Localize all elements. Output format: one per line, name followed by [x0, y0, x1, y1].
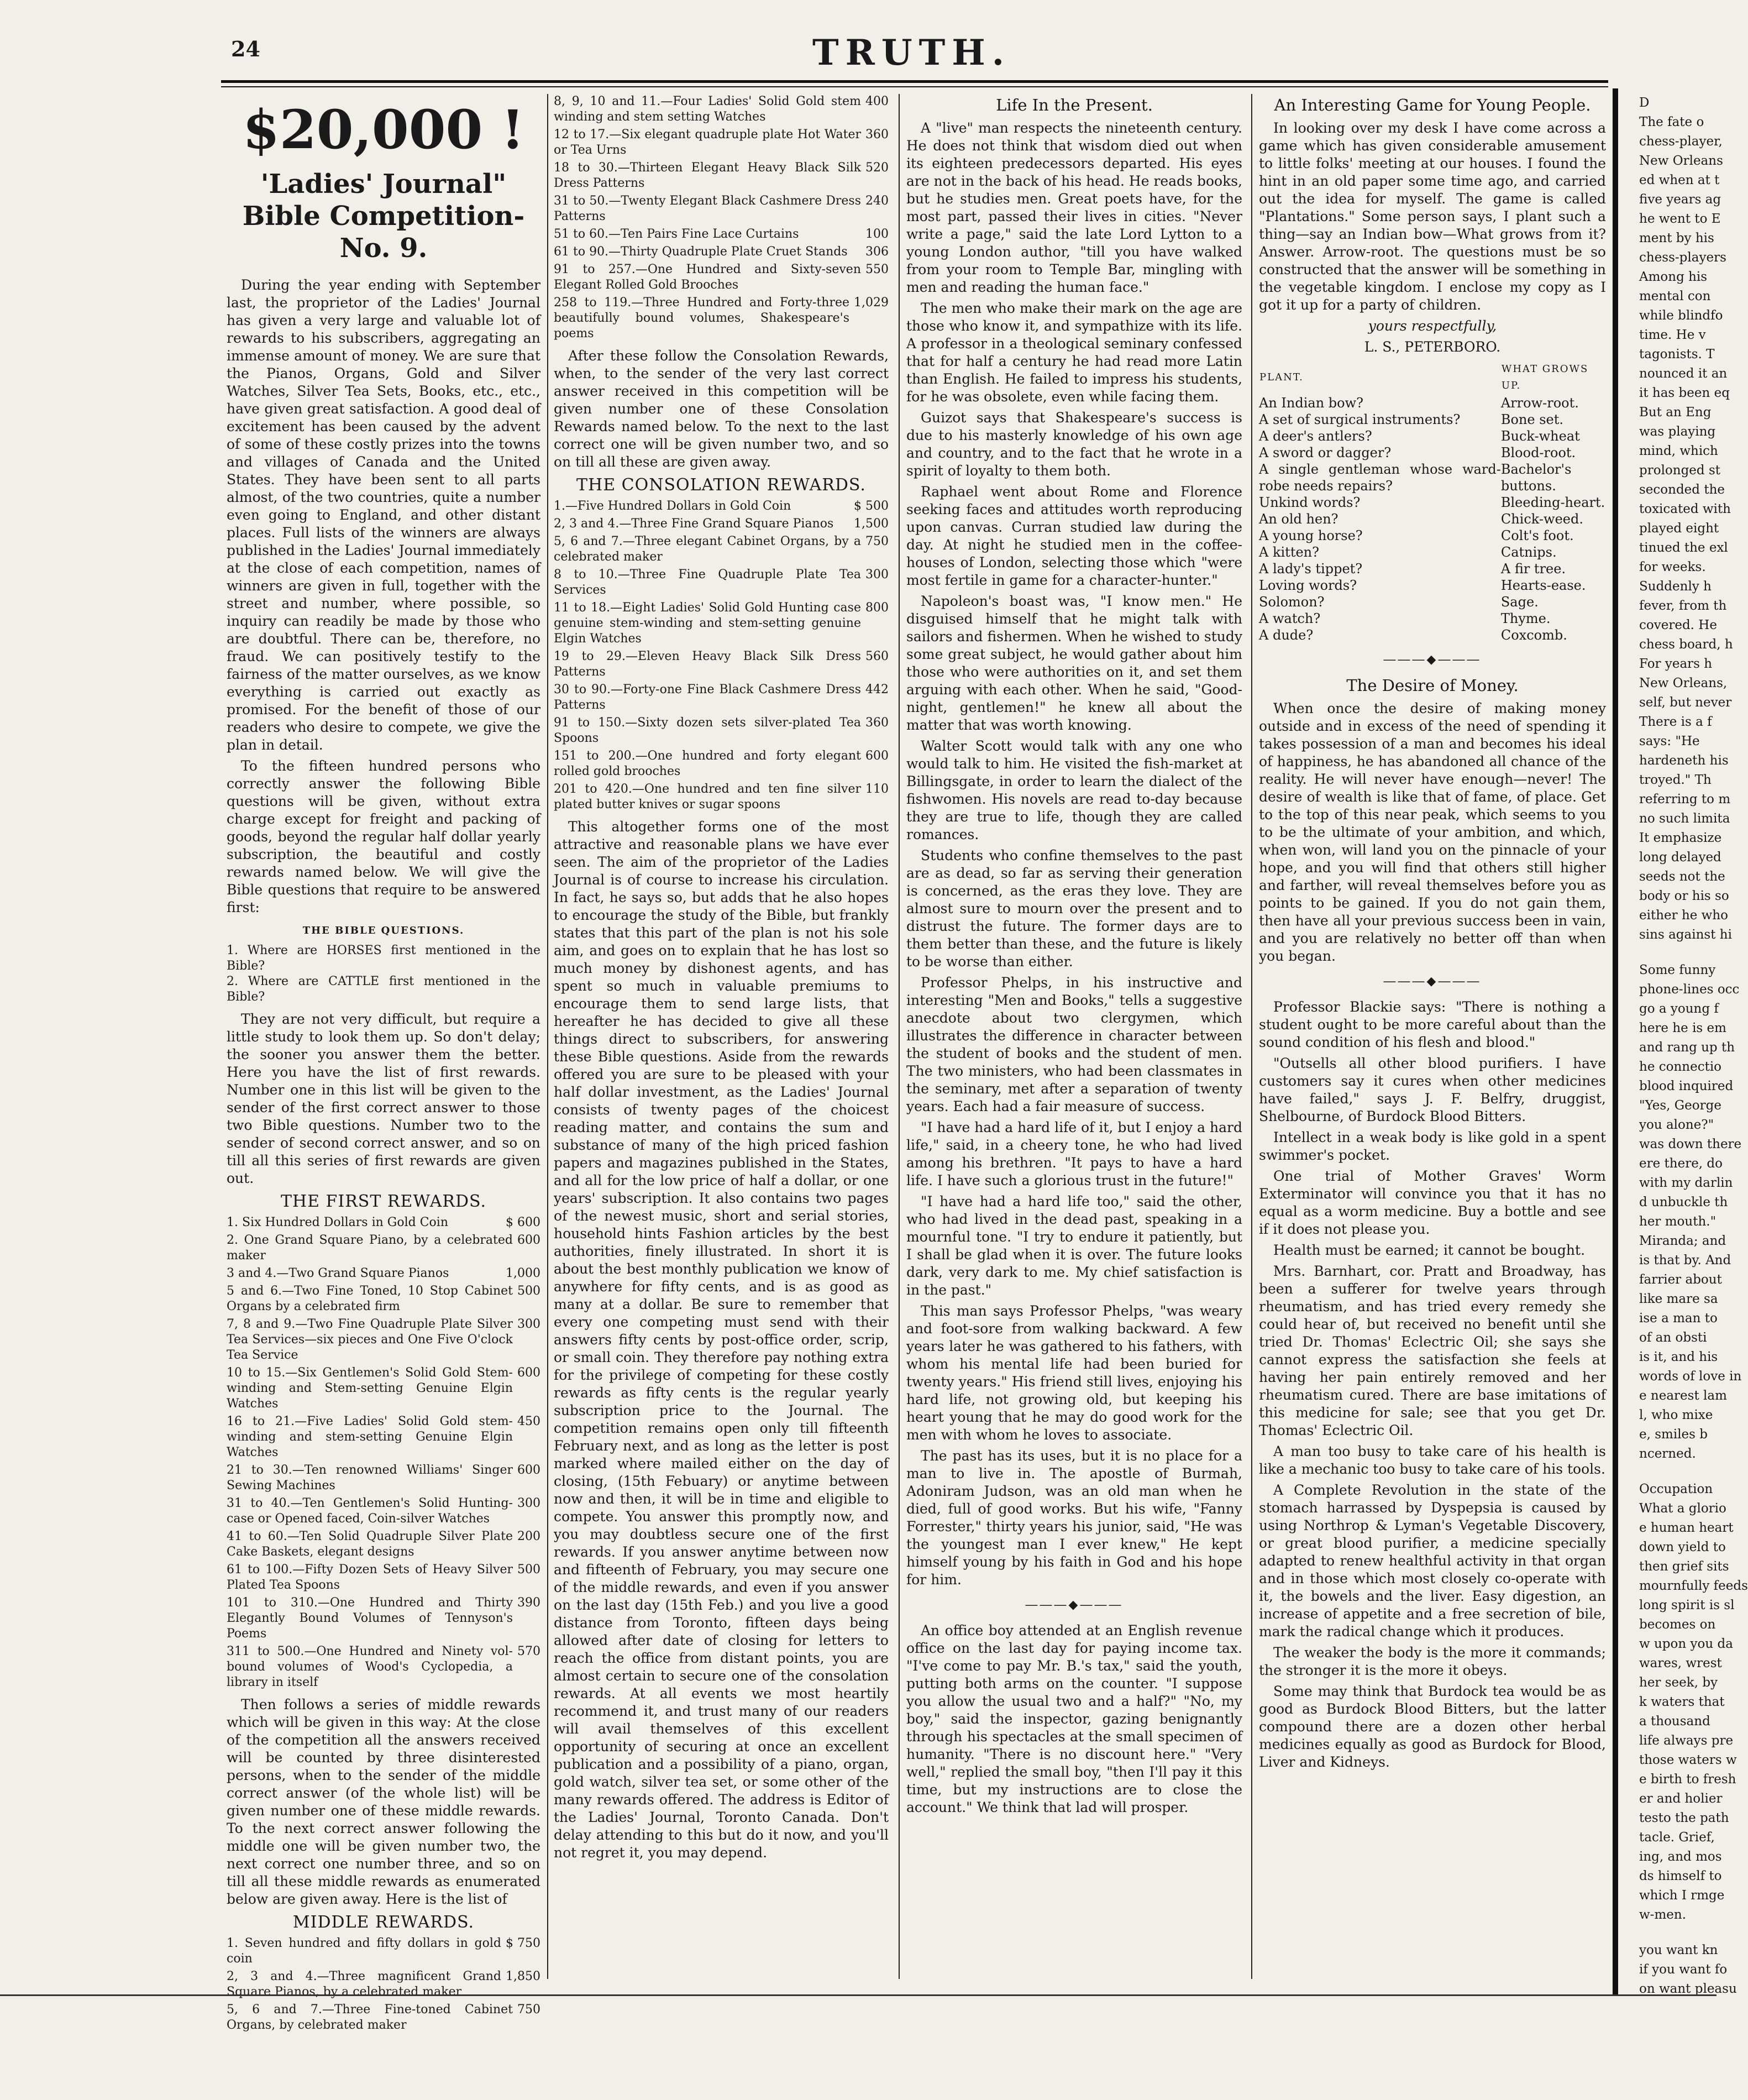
ad-paragraph: One trial of Mother Graves' Worm Exterminator will convince you that it has no equal as a worm medicine. Buy a bottle and see if it does not please you.: [1259, 1168, 1606, 1237]
reward-item: 1.—Five Hundred Dollars in Gold Coin $ 500: [554, 499, 889, 513]
section-ornament: ―――◆―――: [1383, 975, 1482, 988]
reward-item: 11 to 18.—Eight Ladies' Solid Gold Hunting case genuine stem-winding and stem-setting genuine Elgin Watches 800: [554, 601, 889, 646]
cutoff-line: with my darlin: [1639, 1176, 1733, 1190]
reward-item: 5 and 6.—Two Fine Toned, 10 Stop Cabinet Organs by a celebrated firm 500: [227, 1284, 540, 1313]
cutoff-line: it has been eq: [1639, 386, 1730, 400]
cutoff-line: For years h: [1639, 657, 1713, 671]
column-bible-competition: [227, 94, 540, 2032]
cutoff-line: chess-players: [1639, 250, 1726, 265]
reward-item: 3 and 4.—Two Grand Square Pianos 1,000: [227, 1266, 540, 1280]
cutoff-line: for weeks.: [1639, 560, 1706, 574]
table-row: A sword or dagger? Blood-root.: [1259, 445, 1576, 460]
cutoff-line: ment by his: [1639, 231, 1714, 245]
middle-rewards-continued-list: [554, 94, 889, 342]
cutoff-line: long delayed: [1639, 850, 1721, 865]
page-gutter: [1613, 88, 1618, 1996]
first-rewards-heading: THE FIRST REWARDS.: [280, 1192, 487, 1211]
cutoff-line: he went to E: [1639, 212, 1721, 226]
headline-competition: 'Ladies' Journal" Bible Competition- No. 9.: [242, 169, 525, 264]
cutoff-line: down yield to: [1639, 1540, 1726, 1554]
reward-item: 2. One Grand Square Piano, by a celebrated maker 600: [227, 1233, 540, 1263]
cutoff-line: [1625, 1464, 1716, 1479]
cutoff-line: ere there, do: [1639, 1156, 1723, 1171]
cutoff-line: time. He v: [1639, 328, 1706, 342]
column-game-and-money: [1259, 94, 1606, 1979]
table-row: A set of surgical instruments? Bone set.: [1259, 412, 1564, 427]
cutoff-line: mind, which: [1639, 444, 1718, 458]
cutoff-line: ed when at t: [1639, 173, 1720, 187]
reward-item: 8, 9, 10 and 11.—Four Ladies' Solid Gold stem winding and stem setting Watches 400: [554, 95, 889, 124]
table-row: An Indian bow? Arrow-root.: [1259, 395, 1579, 411]
article-paragraph: The past has its uses, but it is no place for a man to live in. The apostle of Burmah, Adoniram Judson, was an old man when he died, full of good works. But his wife, "Fanny Forrester," thirty years his junior, said, "He was the youngest man I ever knew," He kept himself young by his faith in God and his hope for him.: [906, 1448, 1242, 1588]
cutoff-line: life always pre: [1639, 1734, 1734, 1748]
table-row: Loving words? Hearts-ease.: [1259, 578, 1586, 593]
cutoff-line: referring to m: [1639, 792, 1731, 807]
cutoff-line: w-men.: [1639, 1908, 1687, 1922]
consolation-rewards-heading: THE CONSOLATION REWARDS.: [576, 475, 866, 495]
headline-prize: $20,000 !: [243, 98, 524, 161]
cutoff-line: Suddenly h: [1639, 579, 1712, 594]
reward-item: 2, 3 and 4.—Three magnificent Grand Square Pianos, by a celebrated maker 1,850: [227, 1970, 540, 1999]
cutoff-line: is it, and his: [1639, 1350, 1718, 1364]
reward-item: 41 to 60.—Ten Solid Quadruple Silver Plate Cake Baskets, elegant designs 200: [227, 1530, 540, 1559]
cutoff-line: e nearest lam: [1639, 1389, 1727, 1403]
cutoff-line: no such limita: [1639, 811, 1730, 826]
cutoff-line: e, smiles b: [1639, 1427, 1708, 1442]
column-divider: [547, 94, 548, 1979]
plantations-table: [1259, 360, 1606, 643]
cutoff-line: Occupation: [1639, 1482, 1713, 1496]
table-row: A lady's tippet? A fir tree.: [1259, 561, 1566, 577]
cutoff-line: troyed." Th: [1639, 773, 1712, 787]
reward-item: 61 to 100.—Fifty Dozen Sets of Heavy Silver Plated Tea Spoons 500: [227, 1563, 540, 1592]
cutoff-line: Miranda; and: [1639, 1234, 1726, 1248]
table-header: PLANT.: [1259, 371, 1304, 383]
cutoff-line: a thousand: [1639, 1714, 1710, 1729]
signoff-author: L. S., PETERBORO.: [1364, 339, 1501, 355]
table-row: Solomon? Sage.: [1259, 594, 1539, 610]
cutoff-line: on want pleasu: [1639, 1982, 1737, 1996]
reward-item: 1. Seven hundred and fifty dollars in gold coin $ 750: [227, 1936, 540, 1966]
table-row: A deer's antlers? Buck-wheat: [1259, 428, 1580, 444]
cutoff-line: and rang up th: [1639, 1040, 1735, 1055]
top-rule: [221, 80, 1608, 83]
article-paragraph: "I have had a hard life too," said the other, who had lived in the dead past, speaking in a mournful tone. "I try to endure it patiently, but I shall be glad when it is over. The future looks dark, very dark to me. My chief satisfaction is in the past.": [906, 1193, 1242, 1298]
table-row: A single gentleman whose ward-robe needs repairs? Bachelor's buttons.: [1259, 462, 1572, 494]
column-rewards-continued: [554, 94, 889, 1979]
article-paragraph: When once the desire of making money outside and in excess of the need of spending it takes possession of a man and becomes his ideal of happiness, he has abandoned all chance of the reality. He will never have enough—never! The desire of wealth is like that of fame, of place. Get to the top of this near peak, which seems to you to be the ultimate of your ambition, and which, when won, will land you on the pinnacle of your hope, and you will find that others still higher and farther, will reveal themselves before you as points to be gained. If you do not gain them, then have all your previous success been in vain, and you are relatively no better off than when you began.: [1259, 700, 1606, 964]
masthead-title: TRUTH.: [812, 32, 1011, 74]
cutoff-line: you want kn: [1639, 1943, 1718, 1957]
cutoff-line: played eight: [1639, 521, 1719, 536]
consolation-intro: After these follow the Consolation Rewards, when, to the sender of the very last correct answer received in this competition will be given number one of these Consolation Rewards named below. To the next to the last correct one will be given number two, and so on till all these are given away.: [554, 348, 889, 470]
cutoff-line: while blindfo: [1639, 308, 1723, 323]
reward-item: 5, 6 and 7.—Three Fine-toned Cabinet Organs, by celebrated maker 750: [227, 2003, 540, 2032]
table-row: A young horse? Colt's foot.: [1259, 528, 1574, 543]
reward-item: 51 to 60.—Ten Pairs Fine Lace Curtains 100: [554, 227, 889, 241]
table-row: A watch? Thyme.: [1259, 611, 1551, 626]
cutoff-line: The fate o: [1639, 115, 1704, 129]
reward-item: 21 to 30.—Ten renowned Williams' Singer Sewing Machines 600: [227, 1463, 540, 1492]
questions-heading: THE BIBLE QUESTIONS.: [302, 925, 465, 936]
article-paragraph: A "live" man respects the nineteenth century. He does not think that wisdom died out when its eighteen predecessors departed. His eyes are not in the back of his head. He reads books, but he studies men. Great poets have, for the most part, passed their lives in cities. "Never write a page," said the late Lord Lytton to a young London author, "till you have walked from your room to Temple Bar, mingling with men and reading the human face.": [906, 120, 1242, 295]
reward-item: 151 to 200.—One hundred and forty elegant rolled gold brooches 600: [554, 749, 889, 778]
cutoff-line: There is a f: [1639, 715, 1712, 729]
cutoff-line: w upon you da: [1639, 1637, 1733, 1651]
cutoff-line: covered. He: [1639, 618, 1717, 632]
cutoff-line: sins against hi: [1639, 928, 1732, 942]
reward-item: 31 to 50.—Twenty Elegant Black Cashmere Dress Patterns 240: [554, 194, 889, 223]
article-paragraph: In looking over my desk I have come across a game which has given considerable amusement to little folks' meeting at our houses. I found the hint in an old paper some time ago, and carried out the idea for myself. The game is called "Plantations." Some person says, I plant such a thing—say an Indian bow—What grows from it? Answer. Arrow-root. The questions must be so constructed that the answer will be something in the vegetable kingdom. I enclose my copy as I got it up for a party of children.: [1259, 120, 1606, 313]
cutoff-line: is that by. And: [1639, 1253, 1731, 1268]
reward-item: 7, 8 and 9.—Two Fine Quadruple Plate Silver Tea Services—six pieces and One Five O'clock Tea Service 300: [227, 1317, 540, 1362]
cutoff-line: phone-lines occ: [1639, 982, 1740, 997]
cutoff-line: if you want fo: [1639, 1962, 1728, 1977]
bottom-rule: [0, 1994, 1716, 1996]
reward-item: 19 to 29.—Eleven Heavy Black Silk Dress Patterns 560: [554, 650, 889, 679]
column-divider: [899, 94, 900, 1979]
office-boy-anecdote: An office boy attended at an English revenue office on the last day for paying income tax. "I've come to pay Mr. B.'s tax," said the youth, putting both arms on the counter. "I suppose you allow the usual two and a half?" "No, my boy," said the inspector, gazing benignantly through his spectacles at the small specimen of humanity. "There is no discount here." "Very well," replied the small boy, "then I'll pay it this time, but my instructions are to close the account." We think that lad will prosper.: [906, 1622, 1242, 1815]
table-header: WHAT GROWS UP.: [1501, 363, 1589, 391]
ad-paragraph: Intellect in a weak body is like gold in a spent swimmer's pocket.: [1259, 1129, 1606, 1163]
cutoff-line: chess-player,: [1639, 134, 1723, 149]
section-ornament: ―――◆―――: [1383, 653, 1482, 667]
cutoff-line: It emphasize: [1639, 831, 1722, 845]
signoff-line: yours respectfully,: [1368, 318, 1497, 334]
cutoff-line: was playing: [1639, 425, 1716, 439]
cutoff-line: e birth to fresh: [1639, 1772, 1736, 1787]
reward-item: 10 to 15.—Six Gentlemen's Solid Gold Stem-winding and Stem-setting Genuine Elgin Watches 600: [227, 1366, 540, 1411]
cutoff-line: tagonists. T: [1639, 347, 1715, 362]
cutoff-line: toxicated with: [1639, 502, 1731, 516]
page-number: 24: [231, 36, 260, 61]
cutoff-line: becomes on: [1639, 1617, 1716, 1632]
instructions-paragraph: They are not very difficult, but require a little study to look them up. So don't delay; the sooner you answer them the better. Here you have the list of first rewards. Number one in this list will be given to the sender of the first correct answer to those two Bible questions. Number two to the sender of second correct answer, and so on till all this series of first rewards are given out.: [227, 1011, 540, 1186]
cutoff-line: body or his so: [1639, 889, 1729, 903]
cutoff-line: words of love in: [1639, 1369, 1742, 1384]
cutoff-line: New Orleans,: [1639, 676, 1728, 690]
table-row: A dude? Coxcomb.: [1259, 627, 1567, 643]
middle-rewards-heading: MIDDLE REWARDS.: [292, 1913, 475, 1932]
cutoff-line: here he is em: [1639, 1021, 1726, 1035]
cutoff-line: mournfully feeds: [1639, 1579, 1748, 1593]
cutoff-line: blood inquired: [1639, 1079, 1734, 1093]
cutoff-line: e human heart: [1639, 1521, 1734, 1535]
cutoff-line: mental con: [1639, 289, 1711, 303]
reward-item: 201 to 420.—One hundred and ten fine silver plated butter knives or sugar spoons 110: [554, 782, 889, 811]
cutoff-line: like mare sa: [1639, 1292, 1718, 1306]
ad-paragraph: A man too busy to take care of his health is like a mechanic too busy to take care of his tools.: [1259, 1443, 1606, 1477]
cutoff-line: d unbuckle th: [1639, 1195, 1728, 1209]
article-body: This altogether forms one of the most attractive and reasonable plans we have ever seen. The aim of the proprietor of the Ladies Journal is of course to increase his circulation. In fact, he says so, but adds that he also hopes to encourage the study of the Bible, but frankly states that this part of the plan is not his sole aim, and goes on to explain that he has lost so much money by dishonest agents, and has spent so much in valuable premiums to encourage them to send large lists, that hereafter he has decided to give all these things direct to subscribers, for answering these Bible questions. Aside from the rewards offered you are sure to be pleased with your half dollar investment, as the Ladies' Journal consists of twenty pages of the choicest reading matter, and contains the sum and substance of many of the high priced fashion papers and magazines published in the States, and all for the low price of half a dollar, or one years' subscription. It also contains two pages of the newest music, short and serial stories, household hints Fashion articles by the best authorities, finely illustrated. In short it is about the best monthly publication we know of anywhere for fifty cents, and is as good as many at a dollar. Be sure to remember that every one competing must send with their answers fifty cents by post-office order, scrip, or small coin. They therefore pay nothing extra for the privilege of competing for these costly rewards as fifty cents is the regular yearly subscription price to the Journal. The competition remains open only till fifteenth February next, and as long as the letter is post marked where mailed either on the day of closing, (15th Febuary) or anytime between now and then, it will be in time and eligible to compete. You answer this promptly now, and you may doubtless secure one of the first rewards. If you answer anytime between now and fifteenth of February, you may secure one of the middle rewards, and even if you answer on the last day (15th Feb.) and you live a good distance from Toronto, fifteen days being allowed after date of closing for letters to reach the office from distant points, you are almost certain to secure one of the consolation rewards. At all events we most heartily recommend it, and trust many of our readers will avail themselves of this excellent opportunity of securing at once an excellent publication and a possibility of a piano, organ, gold watch, silver tea set, or some other of the many rewards offered. The address is Editor of the Ladies' Journal, Toronto Canada. Don't delay attending to this but do it now, and you'll not regret it, you may depend.: [554, 819, 889, 1861]
column-life-in-present: [906, 94, 1242, 1979]
cutoff-line: her seek, by: [1639, 1675, 1718, 1690]
article-paragraph: This man says Professor Phelps, "was weary and foot-sore from walking backward. A few years later he was gathered to his fathers, with whom his mental life had been buried for twenty years." His friend still lives, enjoying his hard life, not growing old, but keeping his heart young that he may do good work for the men with whom he loves to associate.: [906, 1303, 1242, 1443]
ad-paragraph: Professor Blackie says: "There is nothing a student ought to be more careful about than the sound condition of his flesh and blood.": [1259, 999, 1606, 1050]
first-rewards-list: [227, 1215, 540, 1690]
cutoff-line: k waters that: [1639, 1695, 1725, 1709]
cutoff-line: testo the path: [1639, 1811, 1729, 1825]
cutoff-line: nounced it an: [1639, 366, 1728, 381]
cutoff-line: farrier about: [1639, 1272, 1722, 1287]
cutoff-line: prolonged st: [1639, 463, 1720, 478]
cutoff-line: What a glorio: [1639, 1501, 1726, 1516]
cutoff-line: then grief sits: [1639, 1559, 1729, 1574]
reward-item: 31 to 40.—Ten Gentlemen's Solid Hunting-case or Opened faced, Coin-silver Watches 300: [227, 1496, 540, 1526]
ad-paragraph: The weaker the body is the more it commands; the stronger it is the more it obeys.: [1259, 1645, 1606, 1678]
cutoff-line: Among his: [1639, 270, 1708, 284]
column-divider: [1251, 94, 1252, 1979]
cutoff-line: er and holier: [1639, 1792, 1723, 1806]
cutoff-line: fever, from th: [1639, 599, 1727, 613]
cutoff-line: those waters w: [1639, 1753, 1737, 1767]
ad-paragraph: A Complete Revolution in the state of the stomach harrassed by Dyspepsia is caused by using Northrop & Lyman's Vegetable Discovery, or great blood purifier, a medicine specially adapted to renew healthful activity in that organ and in those which most closely co-operate with it, the bowels and the liver. Easy digestion, an increase of appetite and a free secretion of bile, mark the radical change which it produces.: [1259, 1482, 1606, 1640]
cutoff-line: of an obsti: [1639, 1331, 1707, 1345]
reward-item: 311 to 500.—One Hundred and Ninety vol-bound volumes of Wood's Cyclopedia, a library in itself 570: [227, 1645, 540, 1689]
article-paragraph: Professor Phelps, in his instructive and interesting "Men and Books," tells a suggestive anecdote about two clergymen, which illustrates the difference in character between the student of books and the student of men. The two ministers, who had been classmates in the seminary, met after a separation of twenty years. Each had a fair measure of success.: [906, 975, 1242, 1114]
question-item: 2. Where are CATTLE first mentioned in the Bible?: [227, 975, 540, 1004]
table-row: Unkind words? Bleeding-heart.: [1259, 495, 1605, 510]
cutoff-line: tacle. Grief,: [1639, 1830, 1715, 1845]
question-item: 1. Where are HORSES first mentioned in the Bible?: [227, 944, 540, 973]
article-paragraph: "I have had a hard life of it, but I enjoy a hard life," said, in a cheery tone, he who had lived among his brethren. "It pays to have a hard life. I have such a glorious trust in the future!": [906, 1119, 1242, 1188]
reward-item: 91 to 150.—Sixty dozen sets silver-plated Tea Spoons 360: [554, 716, 889, 745]
cutoff-line: which I rmge: [1639, 1888, 1725, 1903]
article-paragraph: Napoleon's boast was, "I know men." He disguised himself that he might talk with sailors and fishermen. When he wished to study some great subject, he would gather about him those who were authorities on it, and set them arguing with each other. When he said, "Good-night, gentlemen!" he knew all about the matter that was worth knowing.: [906, 593, 1243, 733]
reward-item: 18 to 30.—Thirteen Elegant Heavy Black Silk Dress Patterns 520: [554, 161, 889, 190]
reward-item: 12 to 17.—Six elegant quadruple plate Hot Water or Tea Urns 360: [554, 128, 889, 157]
cutoff-line: either he who: [1639, 908, 1729, 923]
consolation-rewards-list: [554, 499, 889, 813]
reward-item: 91 to 257.—One Hundred and Sixty-seven Elegant Rolled Gold Brooches 550: [554, 263, 889, 292]
article-title: An Interesting Game for Young People.: [1274, 96, 1591, 114]
cutoff-line: long spirit is sl: [1639, 1598, 1735, 1612]
cutoff-line: he connectio: [1639, 1060, 1722, 1074]
article-title: Life In the Present.: [996, 96, 1153, 114]
article-paragraph: Guizot says that Shakespeare's success is due to his masterly knowledge of his own age and country, and to the fact that he wrote in a spirit of loyalty to them both.: [906, 410, 1242, 479]
reward-item: 5, 6 and 7.—Three elegant Cabinet Organs, by a celebrated maker 750: [554, 535, 889, 564]
cutoff-line: you alone?": [1639, 1118, 1714, 1132]
ad-paragraph: Some may think that Burdock tea would be as good as Burdock Blood Bitters, but the latter compound there are a dozen other herbal medicines equally as good as Burdock for Blood, Liver and Kidneys.: [1259, 1683, 1606, 1770]
cutoff-line: wares, wrest: [1639, 1656, 1722, 1670]
reward-item: 16 to 21.—Five Ladies' Solid Gold stem-winding and stem-setting Genuine Elgin Watches 450: [227, 1415, 540, 1459]
article-paragraph: Raphael went about Rome and Florence seeking faces and attitudes worth reproducing upon canvas. Curran studied law during the day. At night he studied men in the coffee-houses of London, selecting those which "were most fertile in game for a character-hunter.": [906, 484, 1242, 588]
cutoff-line: ds himself to: [1639, 1869, 1722, 1883]
cutoff-line: New Orleans: [1639, 154, 1723, 168]
reward-item: 258 to 119.—Three Hundred and Forty-three beautifully bound volumes, Shakespeare's poems 1,029: [554, 296, 889, 341]
ad-paragraph: Health must be earned; it cannot be bought.: [1273, 1242, 1586, 1258]
cutoff-line: five years ag: [1639, 192, 1721, 207]
article-paragraph: Students who confine themselves to the past are as dead, so far as serving their generation is concerned, as the eras they love. They are almost sure to mourn over the present and to distrust the future. The former days are to them better than these, and the future is likely to be worse than either.: [906, 847, 1242, 970]
cutoff-line: l, who mixe: [1639, 1408, 1713, 1422]
cutoff-line: tinued the exl: [1639, 541, 1728, 555]
reward-item: 1. Six Hundred Dollars in Gold Coin $ 600: [227, 1216, 540, 1229]
article-paragraph: The men who make their mark on the age are those who know it, and sympathize with its life. A professor in a theological seminary confessed that for half a century he had read more Latin than English. He failed to impress his students, for he was obsolete, even while facing them.: [906, 300, 1242, 405]
cutoff-line: ise a man to: [1639, 1311, 1718, 1326]
cutoff-line: chess board, h: [1639, 637, 1733, 652]
top-rule-thin: [221, 86, 1608, 87]
cutoff-line: But an Eng: [1639, 405, 1712, 420]
column-cut-off: [1625, 94, 1748, 1996]
middle-rewards-intro: Then follows a series of middle rewards which will be given in this way: At the close of the competition all the answers received will be counted by three disinterested persons, when to the sender of the middle correct answer (of the whole list) will be given number one of these middle rewards. To the next correct answer following the middle one will be given number two, the next correct one number three, and so on till all these middle rewards as enumerated below are given away. Here is the list of: [227, 1696, 540, 1907]
table-row: An old hen? Chick-weed.: [1259, 511, 1583, 527]
questions-list: [227, 943, 540, 1005]
cutoff-line: D: [1639, 96, 1650, 110]
cutoff-line: go a young f: [1639, 1002, 1719, 1016]
cutoff-line: ing, and mos: [1639, 1850, 1722, 1864]
cutoff-line: was down there: [1639, 1137, 1742, 1151]
section-ornament: ―――◆―――: [1025, 1598, 1124, 1612]
reward-item: 30 to 90.—Forty-one Fine Black Cashmere Dress Patterns 442: [554, 683, 889, 712]
cutoff-line: [1625, 1925, 1716, 1940]
cutoff-line: seconded the: [1639, 483, 1725, 497]
ad-paragraph: "Outsells all other blood purifiers. I have customers say it cures when other medicines have failed," says J. F. Belfry, druggist, Shelbourne, of Burdock Blood Bitters.: [1259, 1055, 1606, 1124]
intro-paragraph: To the fifteen hundred persons who correctly answer the following Bible questions will be given, without extra charge except for freight and packing of goods, beyond the regular half dollar yearly subscription, the beautiful and costly rewards named below. We will give the Bible questions that require to be answered first:: [227, 758, 540, 915]
reward-item: 2, 3 and 4.—Three Fine Grand Square Pianos 1,500: [554, 517, 889, 531]
reward-item: 61 to 90.—Thirty Quadruple Plate Cruet Stands 306: [554, 245, 889, 259]
cutoff-line: seeds not the: [1639, 870, 1725, 884]
cutoff-line: self, but never: [1639, 695, 1732, 710]
middle-rewards-list: [227, 1936, 540, 2033]
cutoff-line: [1625, 945, 1716, 960]
cutoff-line: says: "He: [1639, 734, 1700, 748]
reward-item: 8 to 10.—Three Fine Quadruple Plate Tea Services 300: [554, 568, 889, 597]
intro-paragraph: During the year ending with September last, the proprietor of the Ladies' Journal has given a very large and valuable lot of rewards to his subscribers, aggregating an immense amount of money. We are sure that the Pianos, Organs, Gold and Silver Watches, Silver Tea Sets, Books, etc., etc., have given great satisfaction. A good deal of excitement has been caused by the advent of some of these costly prizes into the towns and villages of Canada and the United States. They have been sent to all parts almost, of the two countries, quite a number even going to England, and other distant places. Full lists of the winners are always published in the Ladies' Journal immediately at the close of each competition, names of winners are given in full, together with the street and number, where possible, so inquiry can readily be made by those who are doubtful. There can be, therefore, no fraud. We can positively testify to the fairness of the matter ourselves, as we know everything is carried out exactly as promised. For the benefit of those of our readers who desire to compete, we give the plan in detail.: [227, 277, 540, 753]
table-row: A kitten? Catnips.: [1259, 544, 1557, 560]
reward-item: 101 to 310.—One Hundred and Thirty Elegantly Bound Volumes of Tennyson's Poems 390: [227, 1596, 540, 1641]
cutoff-line: ncerned.: [1639, 1447, 1696, 1461]
cutoff-line: Some funny: [1639, 963, 1716, 977]
cutoff-line: "Yes, George: [1639, 1098, 1721, 1113]
article-title: The Desire of Money.: [1346, 676, 1519, 695]
cutoff-line: her mouth.": [1639, 1214, 1716, 1229]
cutoff-line: hardeneth his: [1639, 753, 1729, 768]
ad-paragraph: Mrs. Barnhart, cor. Pratt and Broadway, has been a sufferer for twelve years through rheumatism, and has tried every remedy she could hear of, but received no benefit until she tried Dr. Thomas' Eclectric Oil; she says she cannot express the satisfaction she feels at having her pain entirely removed and her rheumatism cured. There are base imitations of this medicine for sale; see that you get Dr. Thomas' Eclectric Oil.: [1259, 1263, 1606, 1438]
article-paragraph: Walter Scott would talk with any one who would talk to him. He visited the fish-market at Billingsgate, in order to learn the dialect of the fishwomen. His novels are read to-day because they are true to life, though they are called romances.: [906, 738, 1242, 842]
